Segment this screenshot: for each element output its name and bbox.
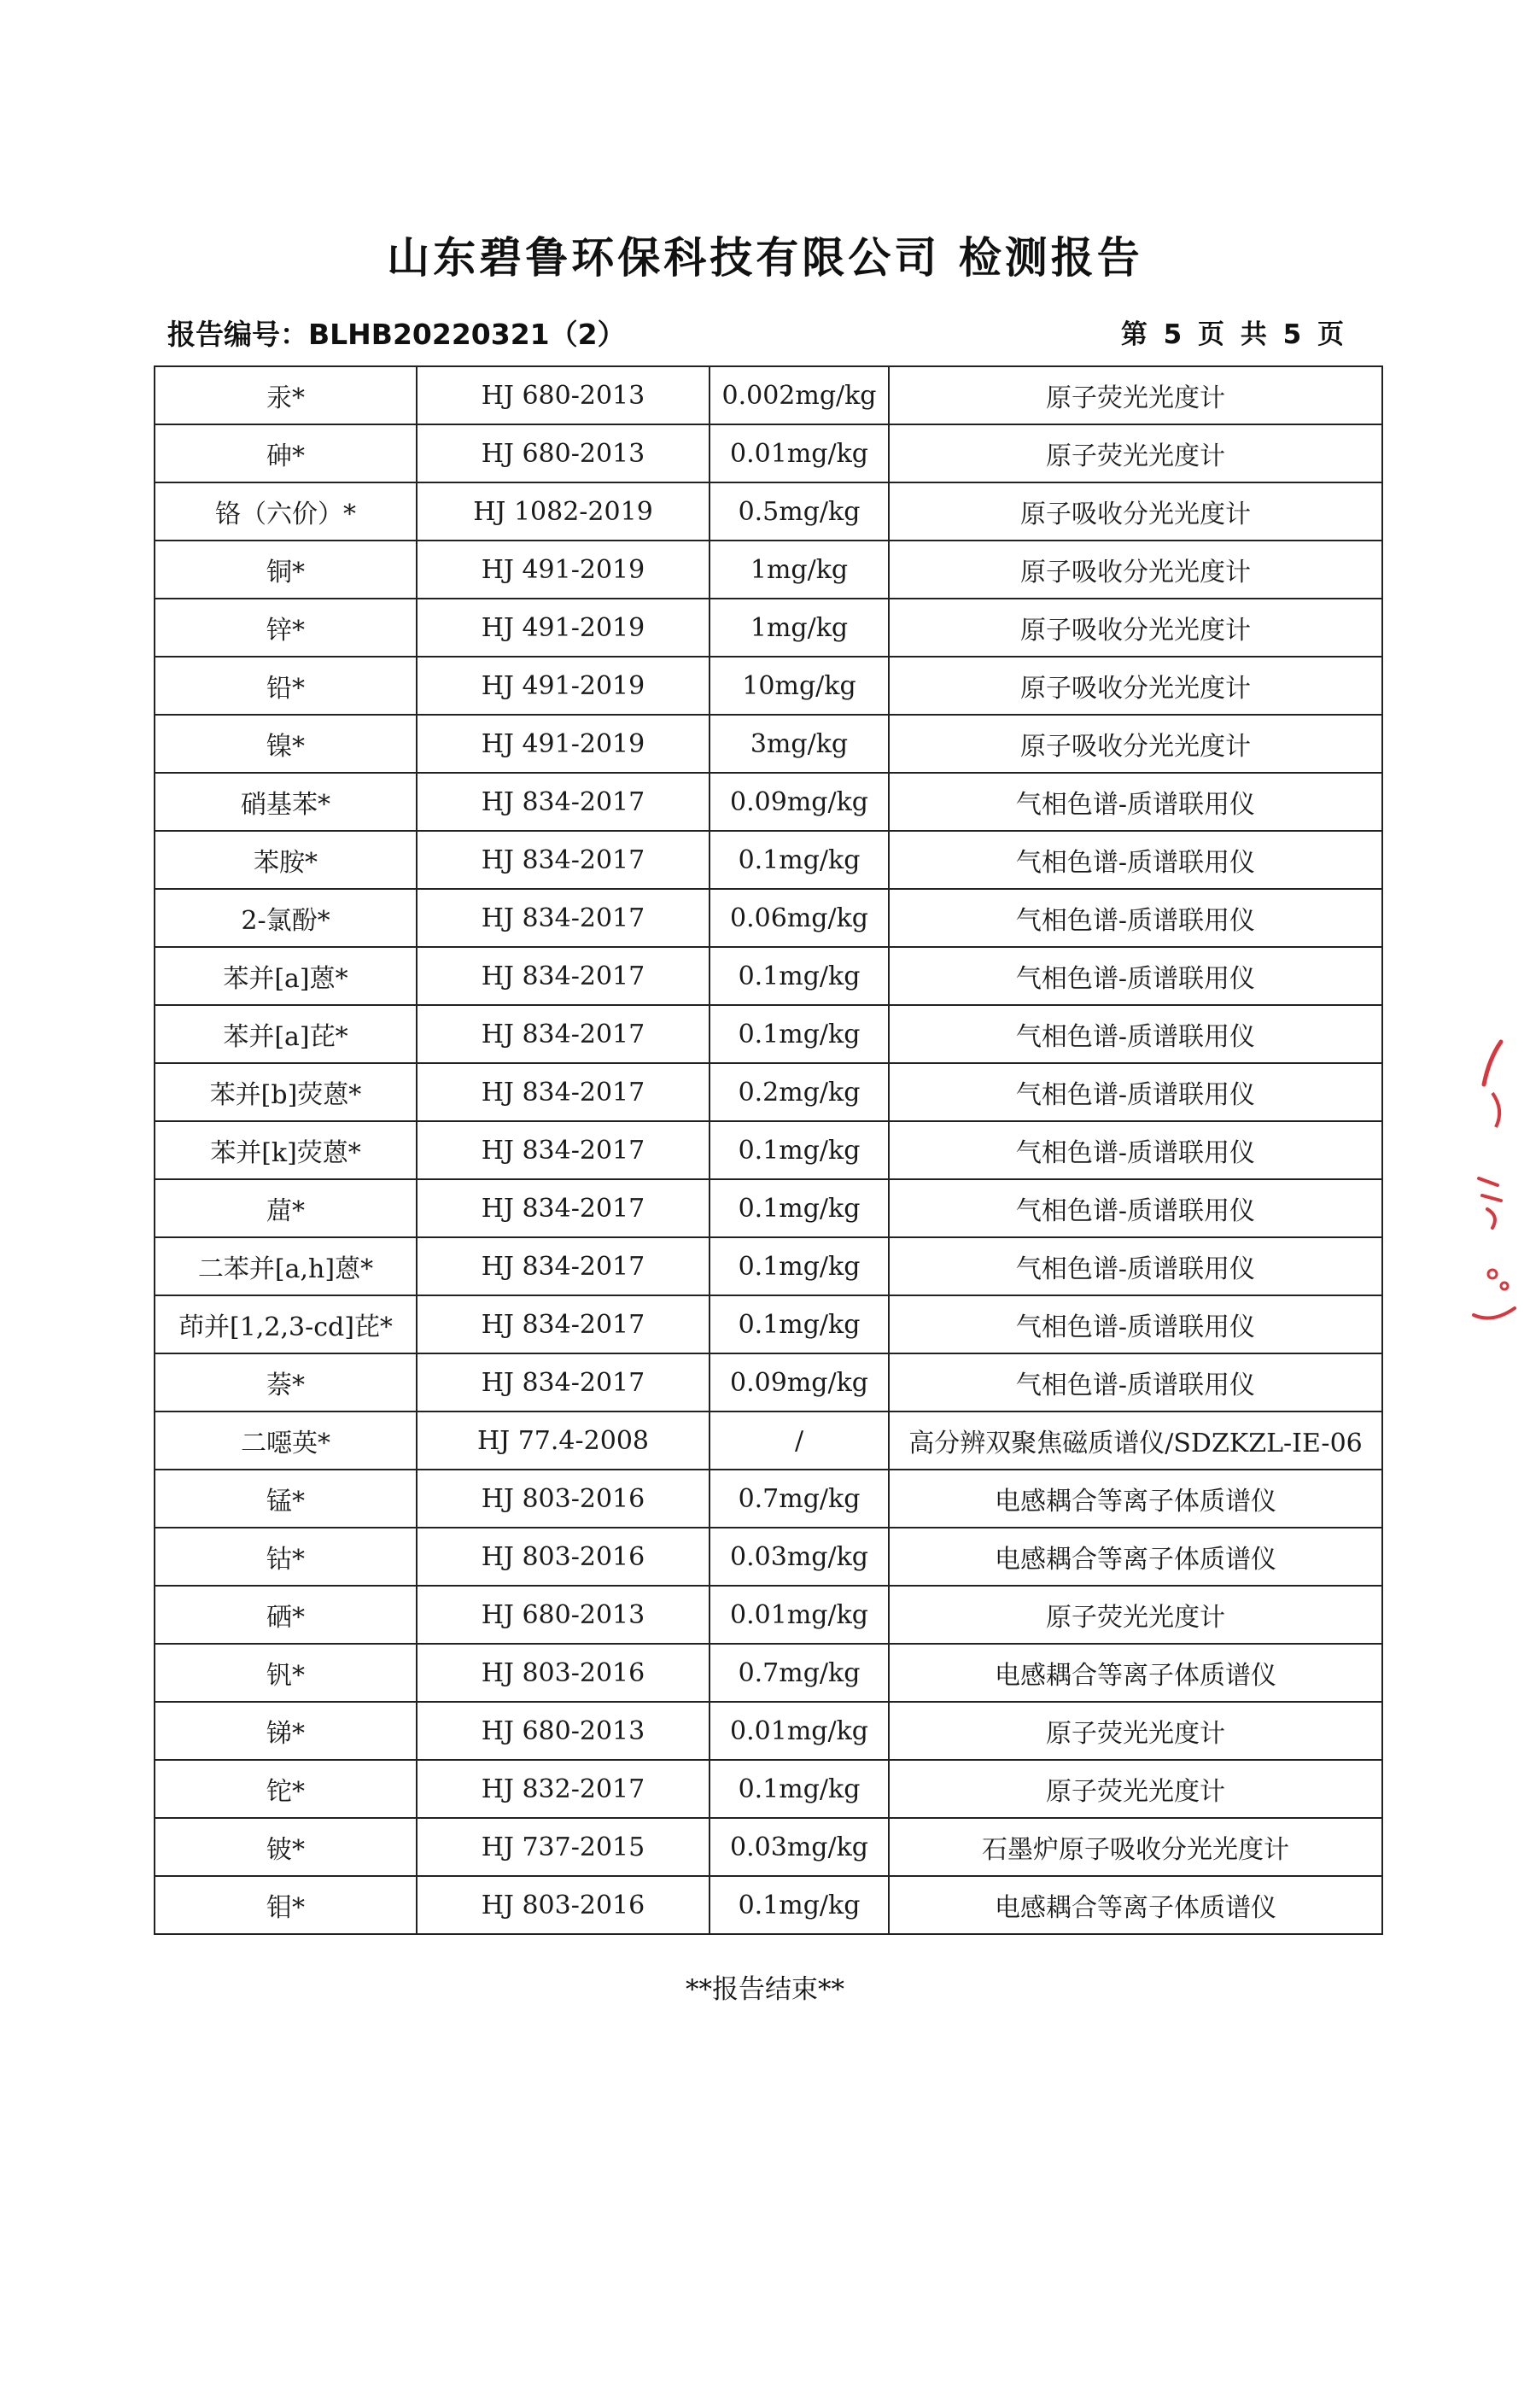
table-row [155,1005,1382,1063]
standard-cell: HJ 832-2017 [417,1760,710,1818]
detection-limit-cell: 0.01mg/kg [710,424,889,482]
detection-limit-cell: 1mg/kg [710,599,889,657]
table-row [155,541,1382,599]
page-indicator: 第 5 页 共 5 页 [1120,319,1347,350]
analyte-cell: 铜* [155,541,417,599]
standard-cell: HJ 491-2019 [417,599,710,657]
analyte-cell: 锌* [155,599,417,657]
detection-limit-cell: 0.1mg/kg [710,1295,889,1353]
table-row [155,715,1382,773]
standard-cell: HJ 834-2017 [417,947,710,1005]
instrument-cell: 原子荧光光度计 [889,1586,1382,1644]
standard-cell: HJ 680-2013 [417,1702,710,1760]
analyte-cell: 铅* [155,657,417,715]
detection-table [154,365,1383,1935]
table-row [155,1295,1382,1353]
instrument-cell: 原子吸收分光光度计 [889,657,1382,715]
analyte-cell: 铊* [155,1760,417,1818]
analyte-cell: 硝基苯* [155,773,417,831]
detection-limit-cell: 0.1mg/kg [710,1237,889,1295]
table-row [155,773,1382,831]
detection-limit-cell: 0.7mg/kg [710,1470,889,1528]
instrument-cell: 石墨炉原子吸收分光光度计 [889,1818,1382,1876]
standard-cell: HJ 680-2013 [417,424,710,482]
table-row [155,1121,1382,1179]
analyte-cell: 钼* [155,1876,417,1934]
detection-limit-cell: / [710,1411,889,1470]
detection-limit-cell: 0.1mg/kg [710,1005,889,1063]
analyte-cell: 硒* [155,1586,417,1644]
table-row [155,366,1382,424]
detection-limit-cell: 10mg/kg [710,657,889,715]
analyte-cell: 茚并[1,2,3-cd]芘* [155,1295,417,1353]
instrument-cell: 气相色谱-质谱联用仪 [889,773,1382,831]
red-seal-stamp-icon [1467,1033,1530,1341]
detection-limit-cell: 0.1mg/kg [710,1121,889,1179]
analyte-cell: 铍* [155,1818,417,1876]
analyte-cell: 苯并[a]芘* [155,1005,417,1063]
detection-limit-cell: 0.1mg/kg [710,1179,889,1237]
analyte-cell: 钒* [155,1644,417,1702]
instrument-cell: 原子荧光光度计 [889,366,1382,424]
standard-cell: HJ 834-2017 [417,1353,710,1411]
instrument-cell: 原子荧光光度计 [889,1760,1382,1818]
table-row [155,947,1382,1005]
table-row [155,1760,1382,1818]
table-row [155,1353,1382,1411]
analyte-cell: 苯并[a]蒽* [155,947,417,1005]
instrument-cell: 电感耦合等离子体质谱仪 [889,1876,1382,1934]
instrument-cell: 原子荧光光度计 [889,1702,1382,1760]
detection-limit-cell: 0.5mg/kg [710,482,889,541]
standard-cell: HJ 491-2019 [417,541,710,599]
instrument-cell: 气相色谱-质谱联用仪 [889,1237,1382,1295]
instrument-cell: 气相色谱-质谱联用仪 [889,831,1382,889]
instrument-cell: 原子吸收分光光度计 [889,599,1382,657]
analyte-cell: 锑* [155,1702,417,1760]
analyte-cell: 苯胺* [155,831,417,889]
detection-limit-cell: 0.06mg/kg [710,889,889,947]
instrument-cell: 气相色谱-质谱联用仪 [889,1063,1382,1121]
table-row [155,1876,1382,1934]
report-title: 山东碧鲁环保科技有限公司 检测报告 [387,233,1143,283]
report-end-marker: **报告结束** [686,1974,844,2005]
table-row [155,1470,1382,1528]
instrument-cell: 原子荧光光度计 [889,424,1382,482]
table-row [155,1818,1382,1876]
analyte-cell: 苯并[b]荧蒽* [155,1063,417,1121]
analyte-cell: 2-氯酚* [155,889,417,947]
standard-cell: HJ 491-2019 [417,657,710,715]
standard-cell: HJ 1082-2019 [417,482,710,541]
analyte-cell: 钴* [155,1528,417,1586]
instrument-cell: 电感耦合等离子体质谱仪 [889,1644,1382,1702]
standard-cell: HJ 77.4-2008 [417,1411,710,1470]
table-row [155,831,1382,889]
instrument-cell: 气相色谱-质谱联用仪 [889,1005,1382,1063]
detection-limit-cell: 0.002mg/kg [710,366,889,424]
standard-cell: HJ 803-2016 [417,1528,710,1586]
table-row [155,1702,1382,1760]
instrument-cell: 原子吸收分光光度计 [889,541,1382,599]
standard-cell: HJ 834-2017 [417,831,710,889]
detection-limit-cell: 0.09mg/kg [710,1353,889,1411]
instrument-cell: 气相色谱-质谱联用仪 [889,889,1382,947]
detection-limit-cell: 0.03mg/kg [710,1818,889,1876]
instrument-cell: 气相色谱-质谱联用仪 [889,1353,1382,1411]
standard-cell: HJ 834-2017 [417,1237,710,1295]
detection-limit-cell: 0.7mg/kg [710,1644,889,1702]
table-row [155,1411,1382,1470]
table-row [155,1586,1382,1644]
table-row [155,424,1382,482]
standard-cell: HJ 680-2013 [417,1586,710,1644]
table-row [155,1644,1382,1702]
standard-cell: HJ 834-2017 [417,1121,710,1179]
standard-cell: HJ 834-2017 [417,889,710,947]
instrument-cell: 原子吸收分光光度计 [889,482,1382,541]
instrument-cell: 气相色谱-质谱联用仪 [889,1179,1382,1237]
instrument-cell: 气相色谱-质谱联用仪 [889,1295,1382,1353]
instrument-cell: 电感耦合等离子体质谱仪 [889,1528,1382,1586]
detection-limit-cell: 0.01mg/kg [710,1702,889,1760]
table-body [155,366,1382,1934]
report-number: 报告编号：BLHB20220321（2） [167,318,626,351]
standard-cell: HJ 834-2017 [417,773,710,831]
table-row [155,1063,1382,1121]
instrument-cell: 电感耦合等离子体质谱仪 [889,1470,1382,1528]
analyte-cell: 铬（六价）* [155,482,417,541]
analyte-cell: 二噁英* [155,1411,417,1470]
detection-limit-cell: 0.01mg/kg [710,1586,889,1644]
detection-limit-cell: 0.03mg/kg [710,1528,889,1586]
analyte-cell: 镍* [155,715,417,773]
standard-cell: HJ 803-2016 [417,1876,710,1934]
analyte-cell: 砷* [155,424,417,482]
detection-limit-cell: 1mg/kg [710,541,889,599]
standard-cell: HJ 834-2017 [417,1063,710,1121]
standard-cell: HJ 834-2017 [417,1179,710,1237]
table-row [155,889,1382,947]
detection-limit-cell: 0.1mg/kg [710,1760,889,1818]
standard-cell: HJ 834-2017 [417,1005,710,1063]
detection-limit-cell: 0.1mg/kg [710,947,889,1005]
standard-cell: HJ 803-2016 [417,1470,710,1528]
standard-cell: HJ 737-2015 [417,1818,710,1876]
table-row [155,599,1382,657]
analyte-cell: 锰* [155,1470,417,1528]
table-row [155,1528,1382,1586]
instrument-cell: 高分辨双聚焦磁质谱仪/SDZKZL-IE-06 [889,1411,1382,1470]
analyte-cell: 萘* [155,1353,417,1411]
table-row [155,1179,1382,1237]
detection-limit-cell: 0.1mg/kg [710,1876,889,1934]
standard-cell: HJ 834-2017 [417,1295,710,1353]
analyte-cell: 汞* [155,366,417,424]
table-row [155,657,1382,715]
detection-limit-cell: 0.1mg/kg [710,831,889,889]
table-row [155,1237,1382,1295]
detection-limit-cell: 0.2mg/kg [710,1063,889,1121]
analyte-cell: 䓛* [155,1179,417,1237]
table-row [155,482,1382,541]
instrument-cell: 气相色谱-质谱联用仪 [889,947,1382,1005]
instrument-cell: 原子吸收分光光度计 [889,715,1382,773]
standard-cell: HJ 680-2013 [417,366,710,424]
instrument-cell: 气相色谱-质谱联用仪 [889,1121,1382,1179]
analyte-cell: 二苯并[a,h]蒽* [155,1237,417,1295]
analyte-cell: 苯并[k]荧蒽* [155,1121,417,1179]
detection-limit-cell: 3mg/kg [710,715,889,773]
standard-cell: HJ 803-2016 [417,1644,710,1702]
detection-limit-cell: 0.09mg/kg [710,773,889,831]
standard-cell: HJ 491-2019 [417,715,710,773]
